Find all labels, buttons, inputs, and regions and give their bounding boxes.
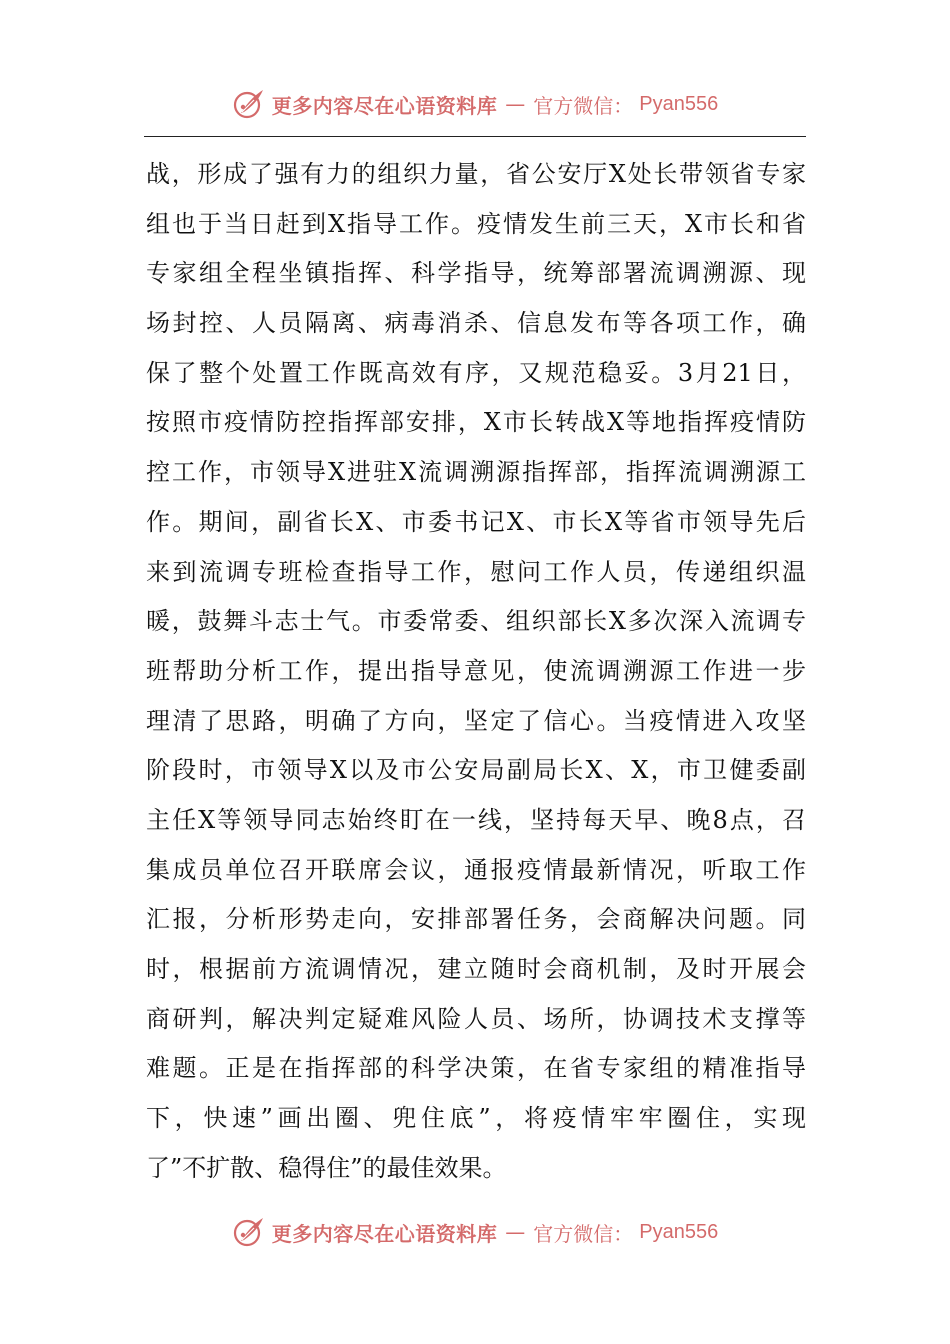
quill-pen-logo-icon [232, 87, 266, 121]
header-divider [144, 136, 806, 137]
body-line: 作。期间，副省长X、市委书记X、市长X等省市领导先后 [146, 507, 806, 536]
body-line: 暖，鼓舞斗志士气。市委常委、组织部长X多次深入流调专 [146, 607, 806, 636]
body-paragraph [146, 150, 806, 1193]
body-line: 班帮助分析工作，提出指导意见，使流调溯源工作进一步 [146, 656, 806, 685]
footer-wechat-label: 官方微信： [533, 1221, 634, 1246]
body-line: 理清了思路，明确了方向，坚定了信心。当疫情进入攻坚 [146, 706, 806, 735]
header-watermark [0, 84, 950, 124]
header-brand-text: 更多内容尽在心语资料库 [271, 93, 498, 118]
header-wechat-label: 官方微信： [533, 93, 634, 118]
body-line: 难题。正是在指挥部的科学决策，在省专家组的精准指导 [146, 1054, 806, 1083]
body-line: 主任X等领导同志始终盯在一线，坚持每天早、晚8点，召 [146, 805, 806, 834]
body-line: 下，快速”画出圈、兜住底”，将疫情牢牢圈住，实现 [146, 1104, 806, 1133]
footer-brand-text: 更多内容尽在心语资料库 [271, 1221, 498, 1246]
body-line: 时，根据前方流调情况，建立随时会商机制，及时开展会 [146, 955, 806, 983]
body-line: 了”不扩散、稳得住”的最佳效果。 [146, 1153, 507, 1182]
footer-wechat-id: Pyan556 [639, 1220, 719, 1243]
footer-dash: — [505, 1220, 526, 1244]
body-line: 阶段时，市领导X以及市公安局副局长X、X，市卫健委副 [146, 756, 806, 785]
header-dash: — [505, 92, 526, 116]
body-line: 集成员单位召开联席会议，通报疫情最新情况，听取工作 [146, 855, 806, 884]
body-line: 按照市疫情防控指挥部安排，X市长转战X等地指挥疫情防 [146, 408, 806, 437]
body-line: 战，形成了强有力的组织力量，省公安厅X处长带领省专家 [146, 160, 806, 188]
body-line: 场封控、人员隔离、病毒消杀、信息发布等各项工作，确 [146, 309, 806, 338]
body-line: 汇报，分析形势走向，安排部署任务，会商解决问题。同 [146, 905, 806, 934]
header-wechat-id: Pyan556 [639, 92, 719, 115]
body-line: 专家组全程坐镇指挥、科学指导，统筹部署流调溯源、现 [146, 259, 806, 288]
quill-pen-logo-icon [232, 1215, 266, 1249]
body-line: 商研判，解决判定疑难风险人员、场所，协调技术支撑等 [146, 1004, 806, 1033]
body-line: 组也于当日赶到X指导工作。疫情发生前三天，X市长和省 [146, 209, 806, 238]
footer-watermark [0, 1212, 950, 1252]
body-line: 控工作，市领导X进驻X流调溯源指挥部，指挥流调溯源工 [146, 458, 806, 487]
body-line: 保了整个处置工作既高效有序，又规范稳妥。3月21日， [146, 358, 806, 387]
body-line: 来到流调专班检查指导工作，慰问工作人员，传递组织温 [146, 557, 806, 586]
